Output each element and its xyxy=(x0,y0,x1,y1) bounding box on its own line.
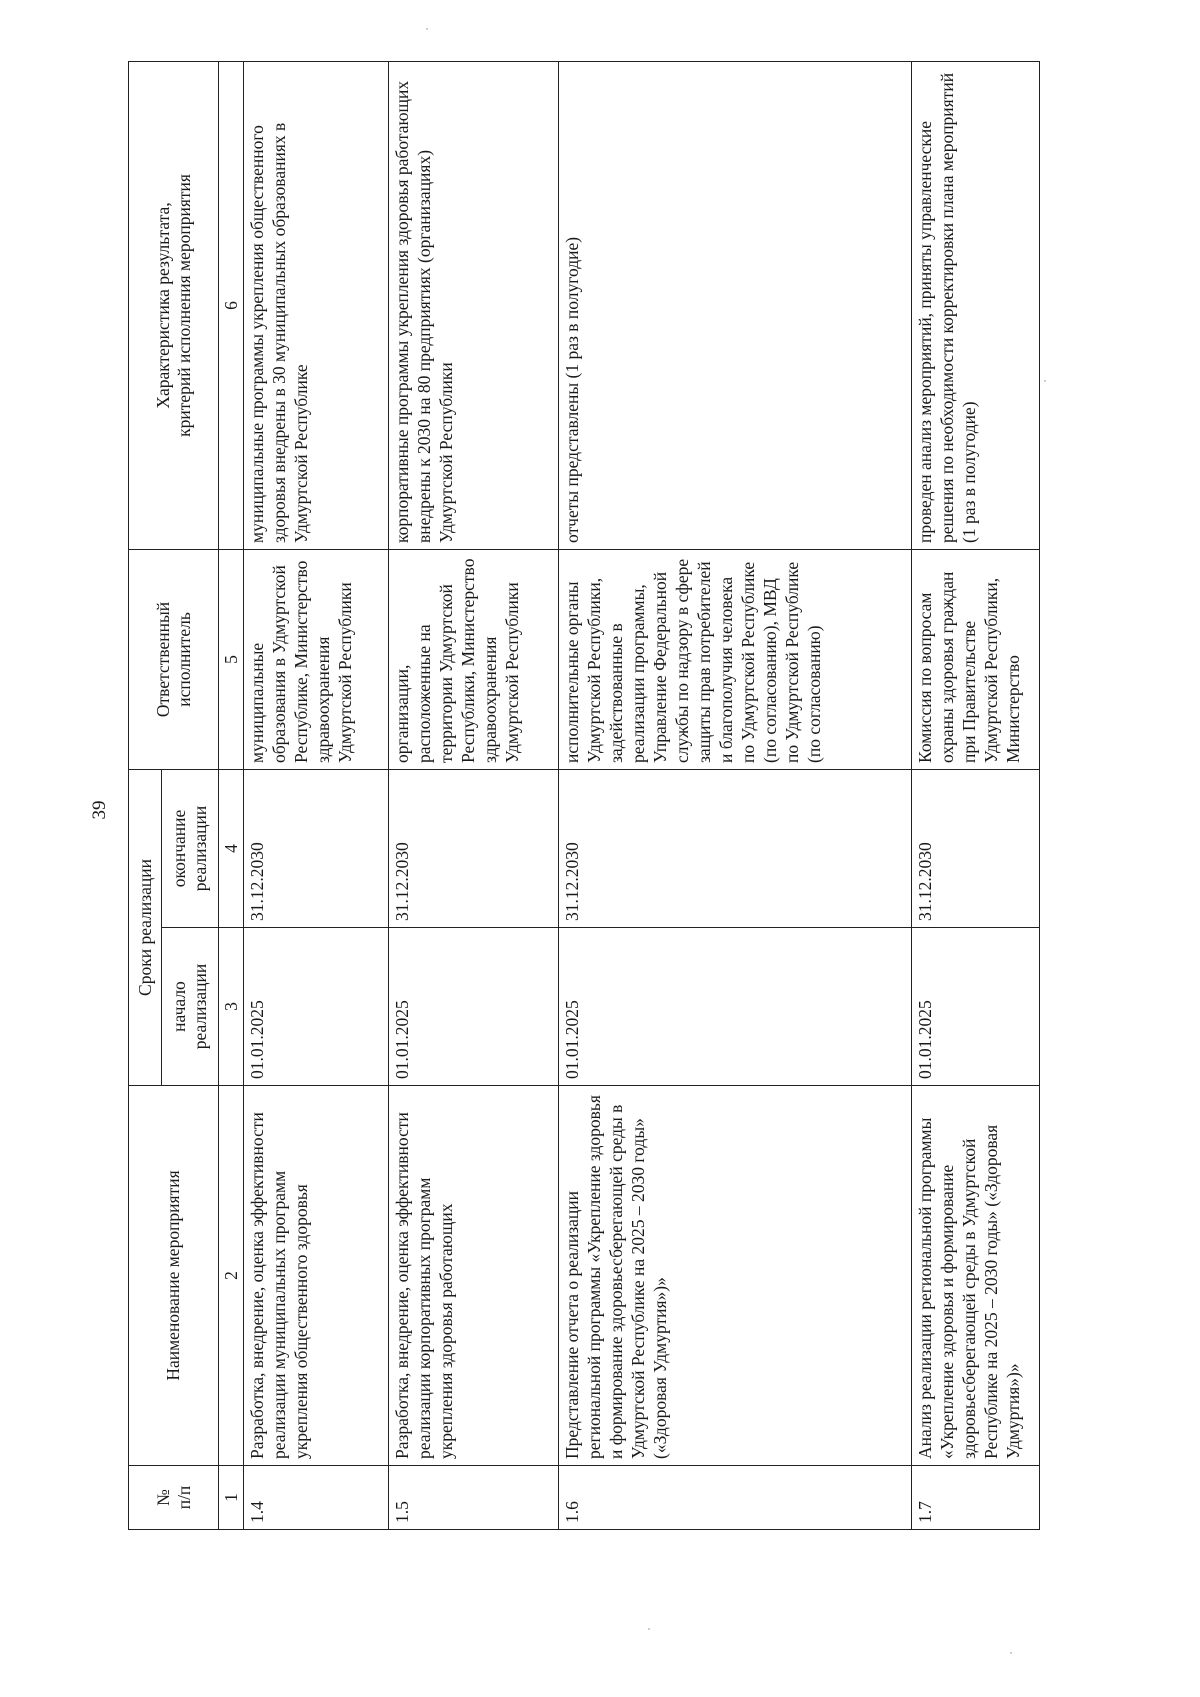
row-number: 1.5 xyxy=(389,1466,559,1530)
column-number: 3 xyxy=(219,928,244,1086)
header-name: Наименование мероприятия xyxy=(129,1086,219,1466)
row-result: корпоративные программы укрепления здоровья работающих внедрены к 2030 на 80 предприятиях (организациях) Удмуртской Республики xyxy=(389,61,559,549)
table-row xyxy=(559,61,912,1529)
row-responsible: исполнительные органы Удмуртской Республики, задействованные в реализации программы, Управление Федеральной службы по надзору в сфере защиты прав потребителей и благополучия человека по Удмуртской Республике (по согласованию), МВД по Удмуртской Республике (по согласованию) xyxy=(559,549,912,769)
header-end: окончание реализации xyxy=(162,769,219,927)
row-responsible: Комиссия по вопросам охраны здоровья граждан при Правительстве Удмуртской Республики, Министерство xyxy=(912,549,1040,769)
column-number: 5 xyxy=(219,549,244,769)
row-number: 1.4 xyxy=(244,1466,389,1530)
page-number: 39 xyxy=(89,800,110,820)
row-start-date: 01.01.2025 xyxy=(559,928,912,1086)
scan-speck xyxy=(648,1628,650,1630)
row-number: 1.6 xyxy=(559,1466,912,1530)
row-end-date: 31.12.2030 xyxy=(244,769,389,927)
row-responsible: организации, расположенные на территории Удмуртской Республики, Министерство здравоохранения Удмуртской Республики xyxy=(389,549,559,769)
row-start-date: 01.01.2025 xyxy=(389,928,559,1086)
table-row xyxy=(389,61,559,1529)
row-end-date: 31.12.2030 xyxy=(559,769,912,927)
table-row xyxy=(244,61,389,1529)
row-result: муниципальные программы укрепления общественного здоровья внедрены в 30 муниципальных образованиях в Удмуртской Республике xyxy=(244,61,389,549)
row-activity-name: Разработка, внедрение, оценка эффективности реализации корпоративных программ укрепления здоровья работающих xyxy=(389,1086,559,1466)
row-end-date: 31.12.2030 xyxy=(912,769,1040,927)
scan-speck xyxy=(1044,380,1046,382)
row-number: 1.7 xyxy=(912,1466,1040,1530)
row-result: отчеты представлены (1 раз в полугодие) xyxy=(559,61,912,549)
header-no: № п/п xyxy=(129,1466,219,1530)
row-end-date: 31.12.2030 xyxy=(389,769,559,927)
header-result: Характеристика результата, критерий исполнения мероприятия xyxy=(129,61,219,549)
row-activity-name: Разработка, внедрение, оценка эффективности реализации муниципальных программ укрепления общественного здоровья xyxy=(244,1086,389,1466)
rotated-sheet xyxy=(128,62,1040,1530)
header-start: начало реализации xyxy=(162,928,219,1086)
row-result: проведен анализ мероприятий, приняты управленческие решения по необходимости корректировки плана мероприятий (1 раз в полугодие) xyxy=(912,61,1040,549)
scan-speck xyxy=(1010,1652,1012,1654)
column-number: 4 xyxy=(219,769,244,927)
row-start-date: 01.01.2025 xyxy=(912,928,1040,1086)
table-row xyxy=(912,61,1040,1529)
column-number: 6 xyxy=(219,61,244,549)
row-start-date: 01.01.2025 xyxy=(244,928,389,1086)
row-activity-name: Представление отчета о реализации региональной программы «Укрепление здоровья и формирование здоровьесберегающей среды в Удмуртской Республике на 2025 – 2030 годы» («Здоровая Удмуртия»)» xyxy=(559,1086,912,1466)
row-responsible: муниципальные образования в Удмуртской Республике, Министерство здравоохранения Удмуртской Республики xyxy=(244,549,389,769)
header-period: Сроки реализации xyxy=(129,769,162,1085)
scan-speck xyxy=(426,28,428,30)
header-responsible: Ответственный исполнитель xyxy=(129,549,219,769)
row-activity-name: Анализ реализации региональной программы «Укрепление здоровья и формирование здоровьесберегающей среды в Удмуртской Республике на 2025 – 2030 годы» («Здоровая Удмуртия»)» xyxy=(912,1086,1040,1466)
column-number: 1 xyxy=(219,1466,244,1530)
activities-table xyxy=(128,61,1040,1530)
column-number: 2 xyxy=(219,1086,244,1466)
